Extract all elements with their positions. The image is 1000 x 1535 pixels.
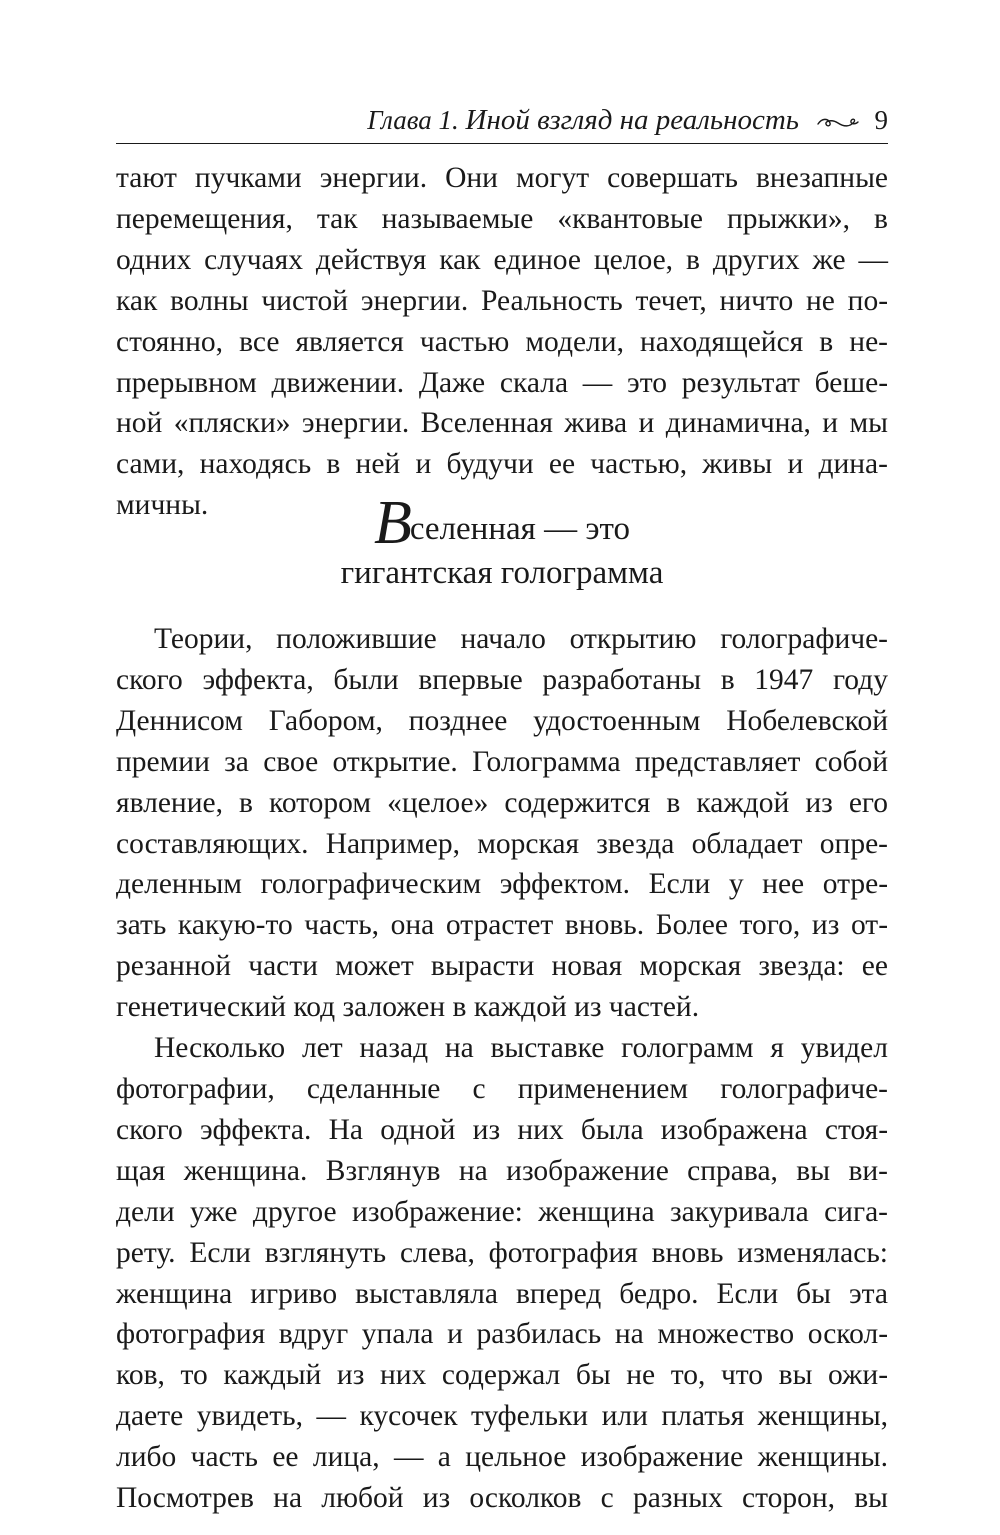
text-line: Посмотрев на любой из осколков с разных сторон, вы <box>116 1482 888 1515</box>
text-line: одних случаях действуя как единое целое, в других же — <box>116 243 889 276</box>
text-line: даете увидеть, — кусочек туфельки или платья женщины, <box>116 1400 889 1433</box>
paragraph-hologram-exhibition <box>116 1028 888 1519</box>
body-text-bottom <box>116 619 888 1519</box>
paragraph-holography-intro <box>116 619 888 1028</box>
decorative-initial: В <box>374 489 410 557</box>
text-line: стоянно, все является частью модели, находящейся в не- <box>116 325 888 358</box>
text-line: женщина игриво выставляла вперед бедро. Если бы эта <box>116 1277 888 1310</box>
text-line: дели уже другое изображение: женщина закуривала сига- <box>116 1195 888 1228</box>
text-line: явление, в котором «целое» содержится в каждой из его <box>116 786 889 819</box>
text-line: резанной части может вырасти новая морская звезда: ее <box>116 950 888 983</box>
text-line: либо часть ее лица, — а цельное изображение женщины. <box>116 1441 888 1474</box>
text-line: рету. Если взглянуть слева, фотография вновь изменялась: <box>116 1236 888 1269</box>
section-heading-line-1 <box>116 489 888 557</box>
text-line: премии за свое открытие. Голограмма представляет собой <box>116 745 889 778</box>
text-line: деленным голографическим эффектом. Если у нее отре- <box>116 868 889 901</box>
text-line: ского эффекта. На одной из них была изображена стоя- <box>116 1113 889 1146</box>
swash-ornament-icon <box>816 116 860 130</box>
text-line: Несколько лет назад на выставке голограмм я увидел <box>154 1032 888 1065</box>
chapter-label: Глава 1. <box>367 105 459 135</box>
section-heading-line-2: гигантская голограмма <box>340 555 664 591</box>
page-number: 9 <box>874 105 888 135</box>
text-line: ков, то каждый из них содержал бы не то, что вы ожи- <box>116 1359 889 1392</box>
header-rule <box>116 143 888 144</box>
text-line: зать какую-то часть, она отрастет вновь. Более того, из от- <box>116 909 889 942</box>
heading-line-1-text: селенная — это <box>409 511 630 547</box>
paragraph-continuation <box>116 158 888 526</box>
text-line: перемещения, так называемые «квантовые прыжки», в <box>116 202 888 235</box>
text-line: ной «пляски» энергии. Вселенная жива и динамична, и мы <box>116 407 888 440</box>
text-line: тают пучками энергии. Они могут совершать внезапные <box>116 162 889 194</box>
chapter-title: Иной взгляд на реальность <box>465 104 799 136</box>
text-line: Деннисом Габором, позднее удостоенным Нобелевской <box>116 704 888 737</box>
body-text-top <box>116 158 888 526</box>
text-line: генетический код заложен в каждой из частей. <box>116 991 700 1024</box>
section-heading <box>116 489 888 592</box>
text-line: сами, находясь в ней и будучи ее частью, живы и дина- <box>116 448 888 481</box>
text-line: как волны чистой энергии. Реальность течет, ничто не по- <box>116 284 889 317</box>
text-line: составляющих. Например, морская звезда обладает опре- <box>116 827 888 860</box>
text-line: прерывном движении. Даже скала — это результат беше- <box>116 366 889 399</box>
text-line: фотография вдруг упала и разбилась на множество оскол- <box>116 1318 889 1351</box>
text-line: Теории, положившие начало открытию голографиче- <box>154 623 888 655</box>
text-line: ского эффекта, были впервые разработаны в 1947 году <box>116 663 888 696</box>
text-line: щая женщина. Взглянув на изображение справа, вы ви- <box>116 1154 888 1187</box>
running-head <box>116 100 888 140</box>
text-line: фотографии, сделанные с применением голографиче- <box>116 1072 889 1105</box>
text-line: мичны. <box>116 489 209 522</box>
